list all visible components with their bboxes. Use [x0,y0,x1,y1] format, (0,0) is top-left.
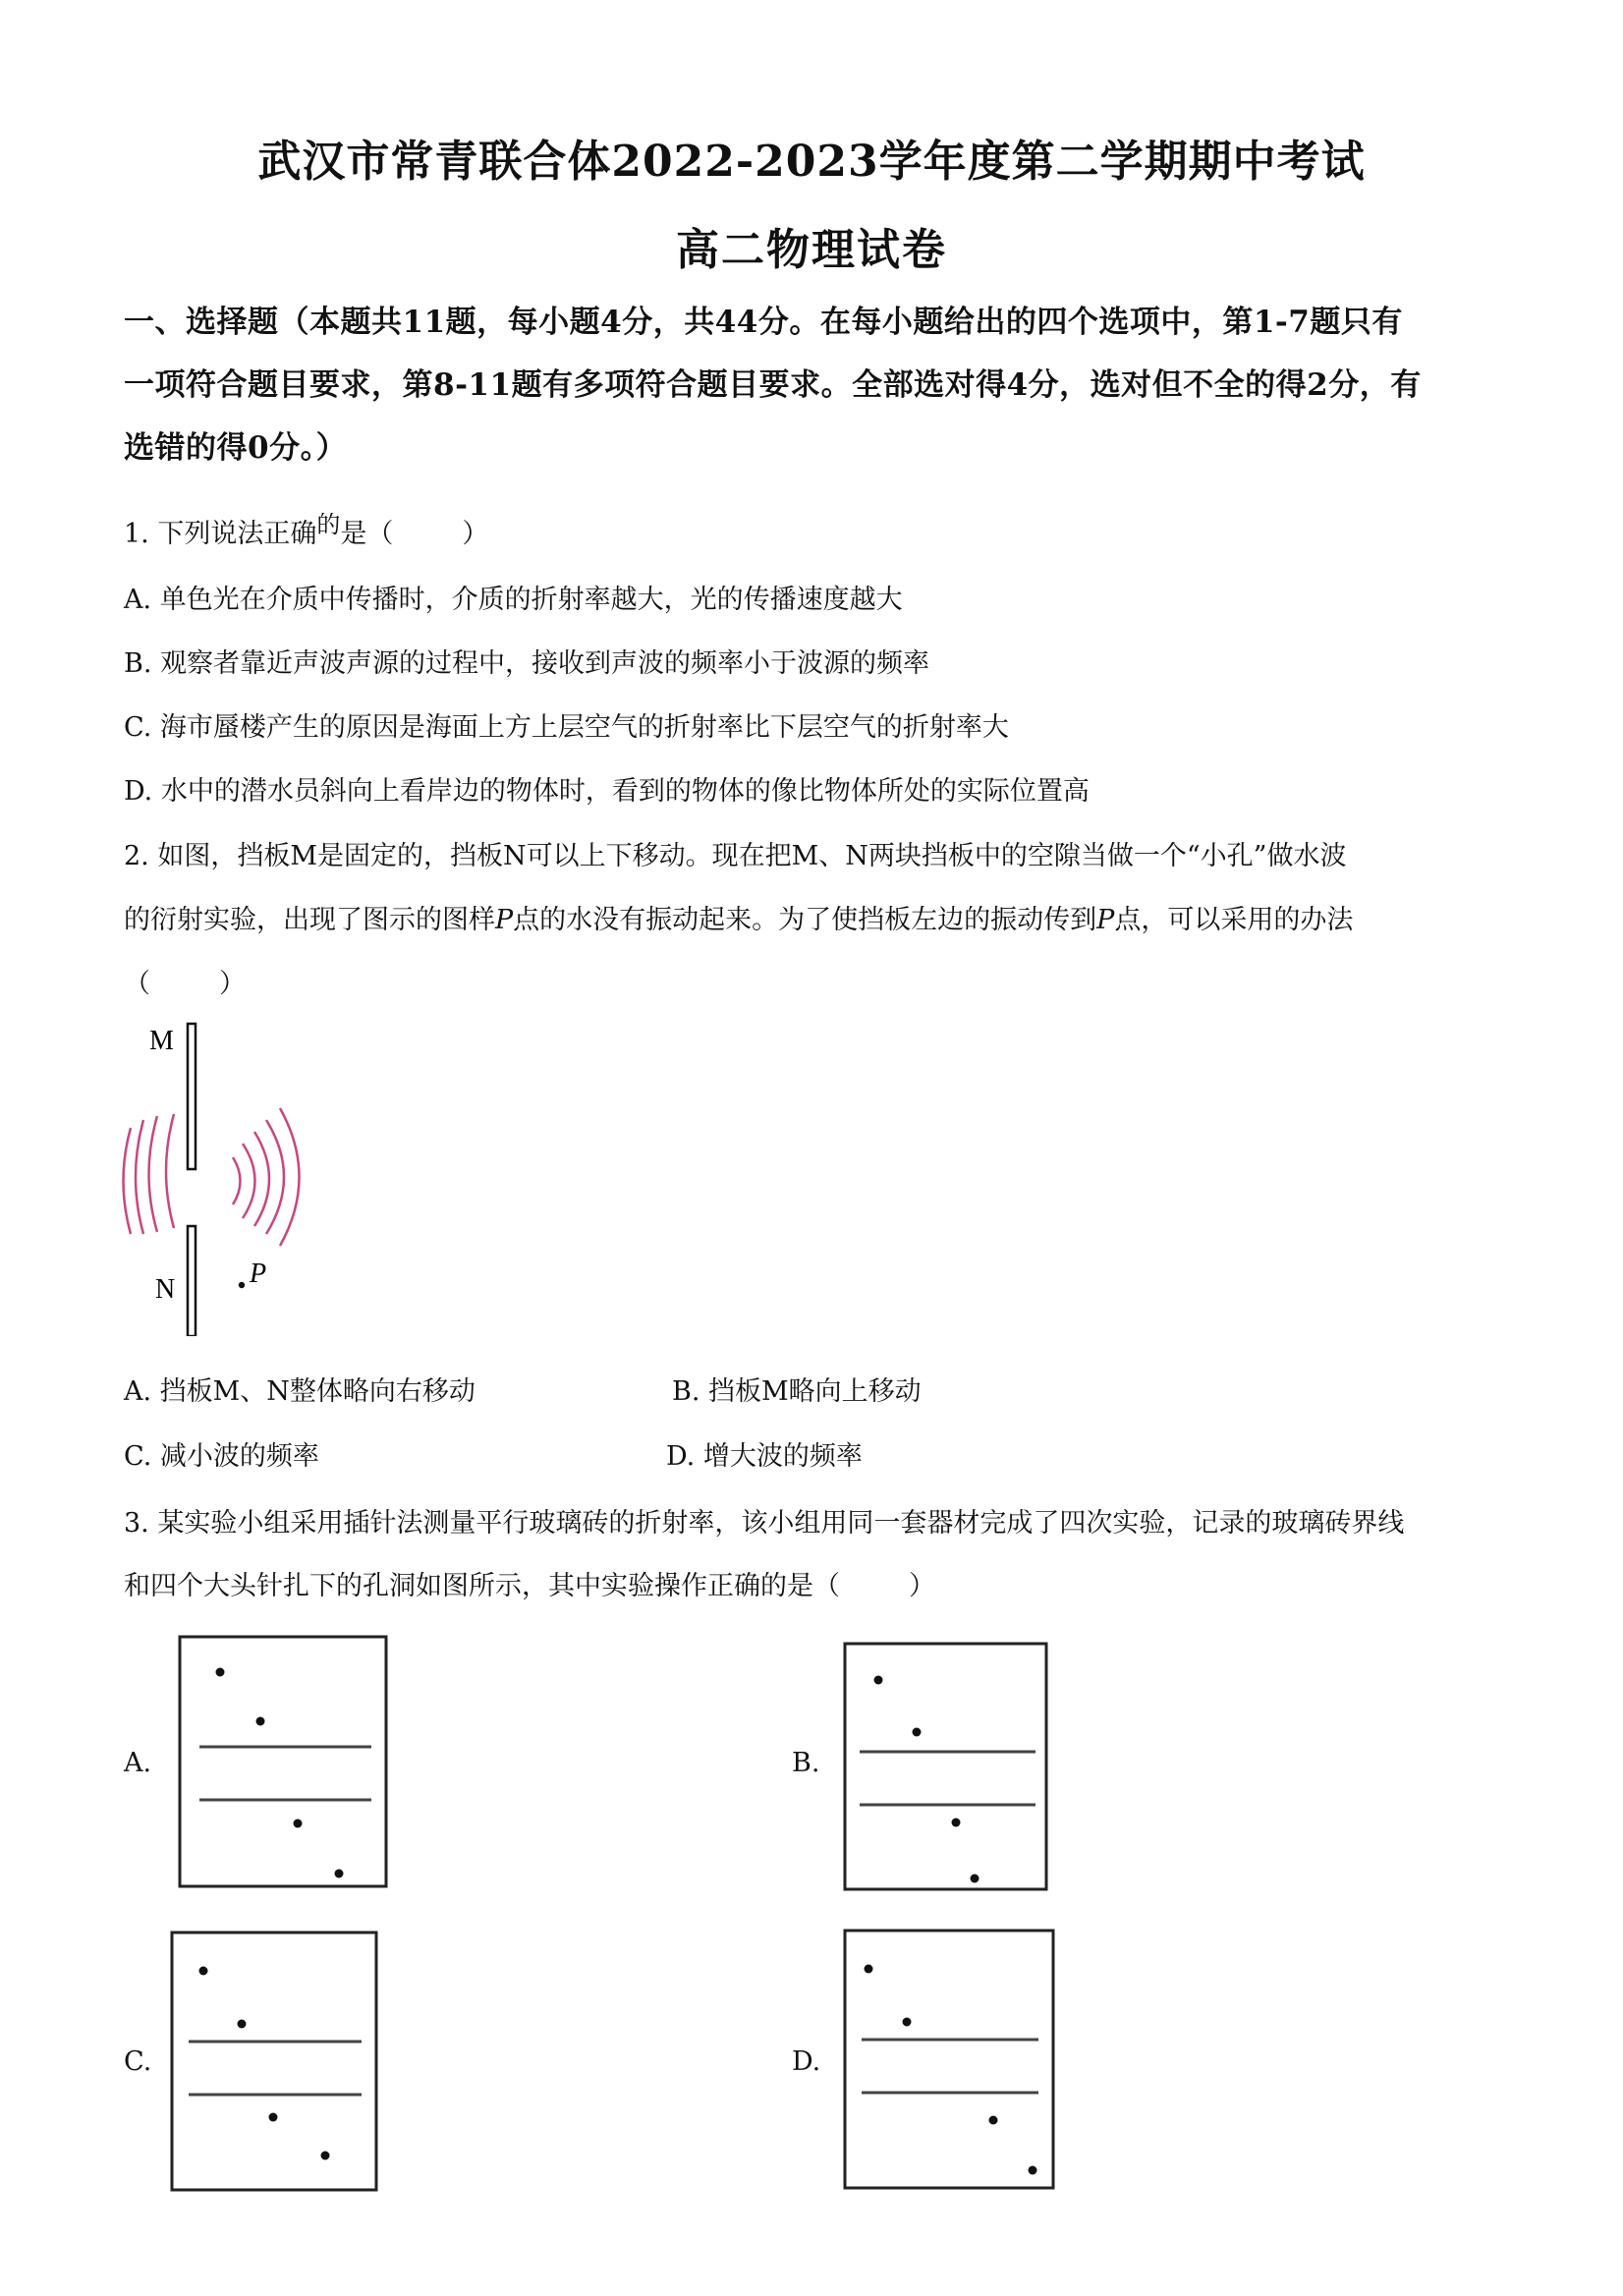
q3-a-pin-3 [294,1820,303,1828]
section-instructions-line3: 选错的得0分。） [124,430,348,466]
q3-c-pin-3 [269,2113,278,2122]
q3-d-pin-2 [903,2018,912,2027]
q2-point-p: P [495,905,514,935]
q3-figure-c [169,1930,385,2195]
q2-diffraction-figure [108,1012,344,1336]
q3-d-pin-4 [1029,2166,1037,2175]
q3-b-pin-2 [913,1728,922,1737]
q3-stem-line2 [124,1564,935,1602]
q2-stem-line3 [124,962,246,1000]
q1-stem-text-b: 是（ [340,519,394,549]
q2-stem-line1: 2. 如图，挡板M是固定的，挡板N可以上下移动。现在把M、N两块挡板中的空隙当做一个“小孔”做水波 [124,841,1347,871]
q3-label-a: A. [124,1748,152,1778]
q2-option-b: B. 挡板M略向上移动 [672,1376,922,1407]
q3-stem-line2-a: 和四个大头针扎下的孔洞如图所示，其中实验操作正确的是（ [124,1571,840,1601]
q2-label-n: N [155,1274,176,1305]
q1-stem [124,505,488,550]
q3-d-pin-3 [989,2116,998,2125]
exam-title: 武汉市常青联合体2022-2023学年度第二学期期中考试 [257,137,1366,187]
q3-label-c: C. [124,2046,152,2077]
q3-c-pin-1 [199,1967,208,1976]
q3-a-frame [180,1637,386,1886]
q1-option-d: D. 水中的潜水员斜向上看岸边的物体时，看到的物体的像比物体所处的实际位置高 [124,776,1090,807]
q2-paren-open: （ [124,969,150,999]
q1-option-a: A. 单色光在介质中传播时，介质的折射率越大，光的传播速度越大 [124,585,903,615]
q3-b-pin-3 [952,1819,961,1827]
q3-c-pin-4 [321,2152,330,2160]
q2-stem-line2 [124,898,1353,936]
q1-option-b: B. 观察者靠近声波声源的过程中，接收到声波的频率小于波源的频率 [124,648,930,679]
q2-wave-left-2 [136,1120,143,1234]
q2-wave-right-1 [233,1157,241,1204]
q2-stem-line2-a: 的衍射实验，出现了图示的图样 [124,905,495,935]
q3-a-pin-2 [256,1717,265,1726]
q3-d-pin-1 [865,1965,873,1974]
q1-stem-text-c: ） [462,519,489,549]
q3-b-pin-4 [971,1875,979,1883]
q3-figure-d [842,1928,1058,2193]
q2-waves [124,1108,300,1246]
section-instructions-line2: 一项符合题目要求，第8-11题有多项符合题目要求。全部选对得4分，选对但不全的得2分，有 [124,367,1422,403]
q3-stem-line2-b: ） [909,1571,935,1601]
q3-a-pin-1 [216,1668,225,1677]
q3-label-b: B. [792,1748,820,1778]
q2-point-p-2: P [1096,905,1115,935]
q2-wave-left-3 [149,1116,158,1232]
q2-label-p: P [250,1259,267,1289]
q2-baffle-m [188,1024,196,1169]
q3-label-d: D. [792,2046,821,2077]
q3-a-pin-4 [335,1870,344,1878]
q2-paren-close: ） [219,969,246,999]
q1-stem-text: 1. 下列说法正确 [124,519,317,549]
q3-d-frame [845,1931,1053,2188]
q2-option-a: A. 挡板M、N整体略向右移动 [124,1376,476,1407]
q2-option-c: C. 减小波的频率 [124,1441,319,1472]
q3-stem-line1: 3. 某实验小组采用插针法测量平行玻璃砖的折射率，该小组用同一套器材完成了四次实验，记录的玻璃砖界线 [124,1508,1405,1539]
q1-option-c: C. 海市蜃楼产生的原因是海面上方上层空气的折射率比下层空气的折射率大 [124,712,1009,743]
q3-figure-b [842,1641,1050,1896]
q3-figure-a [177,1634,393,1889]
q2-wave-right-3 [254,1132,269,1226]
q2-label-m: M [149,1026,174,1056]
section-instructions-line1: 一、选择题（本题共11题，每小题4分，共44分。在每小题给出的四个选项中，第1-7题只有 [124,305,1403,340]
q2-wave-right-2 [243,1144,255,1218]
q1-stem-sup: 的 [316,511,341,538]
q2-wave-left-4 [166,1114,174,1228]
q2-point-p-dot [239,1282,245,1288]
q3-b-pin-1 [874,1676,883,1685]
q3-c-pin-2 [238,2020,247,2029]
q2-baffle-n [188,1226,196,1336]
q2-option-d: D. 增大波的频率 [666,1441,863,1472]
q2-wave-left-1 [124,1128,132,1234]
q2-stem-line2-c: 点，可以采用的办法 [1114,905,1354,935]
q2-stem-line2-b: 点的水没有振动起来。为了使挡板左边的振动传到 [513,905,1097,935]
exam-subtitle: 高二物理试卷 [676,225,947,275]
